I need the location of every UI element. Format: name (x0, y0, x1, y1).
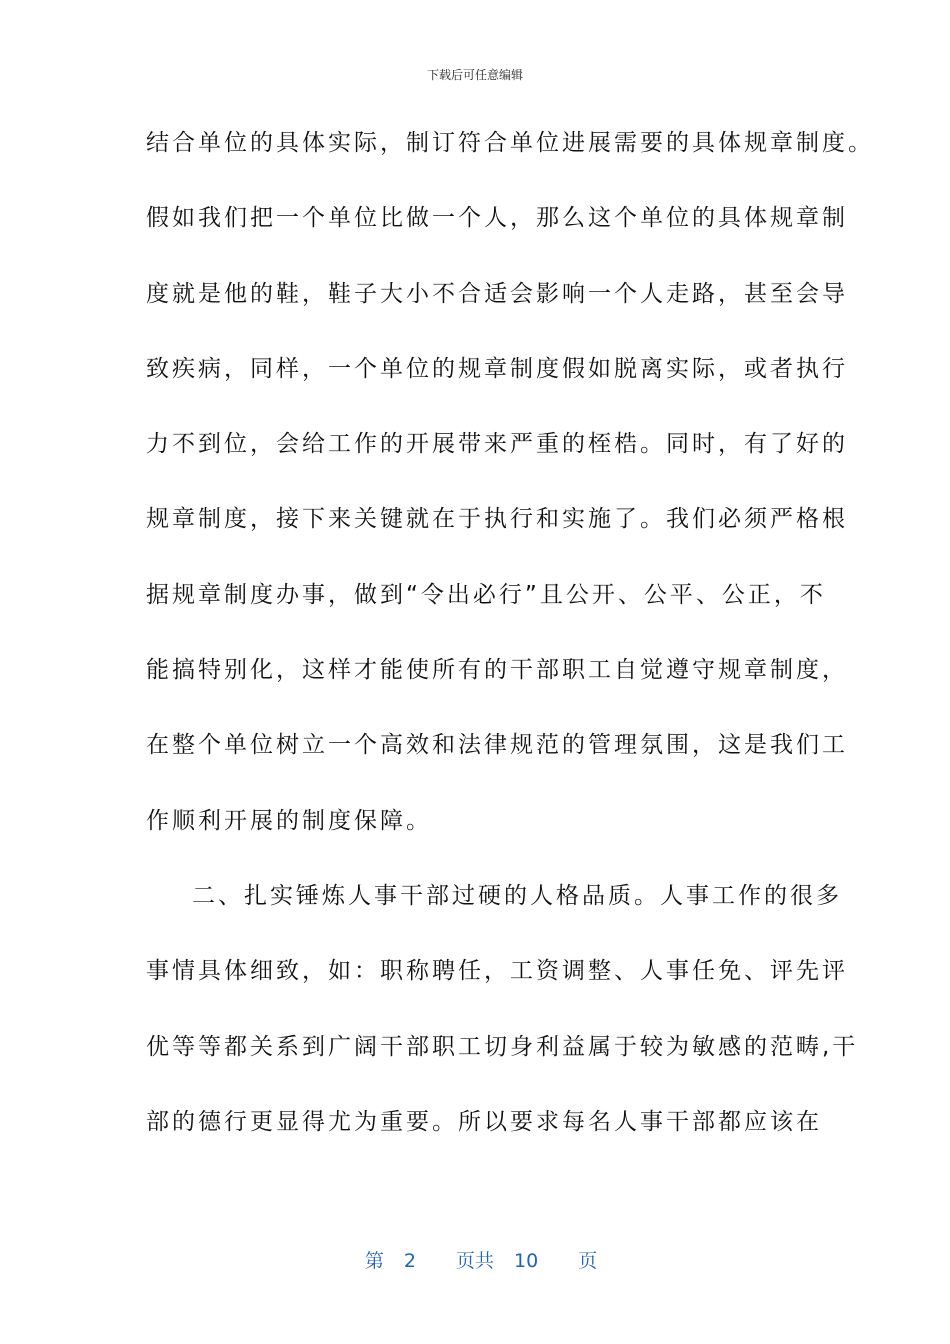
page-header: 下载后可任意编辑 (426, 68, 523, 82)
text-line: 在整个单位树立一个高效和法律规范的管理氛围，这是我们工 (146, 732, 848, 759)
text-line: 规章制度，接下来关键就在于执行和实施了。我们必须严格根 (146, 506, 848, 533)
page-footer (0, 1224, 950, 1273)
text-line: 力不到位，会给工作的开展带来严重的桎梏。同时，有了好的 (146, 431, 848, 458)
footer-prefix: 第 (364, 1250, 384, 1272)
text-line: 度就是他的鞋，鞋子大小不合适会影响一个人走路，甚至会导 (146, 280, 848, 307)
document-body (146, 121, 874, 1175)
total-page-count: 10 (514, 1250, 539, 1272)
text-line: 事情具体细致，如：职称聘任，工资调整、人事任免、评先评 (146, 958, 848, 985)
footer-suffix: 页 (578, 1250, 598, 1272)
text-line: 假如我们把一个单位比做一个人，那么这个单位的具体规章制 (146, 205, 848, 232)
footer-middle: 页共 (455, 1250, 494, 1272)
text-line: 部的德行更显得尤为重要。所以要求每名人事干部都应该在 (146, 1108, 822, 1135)
text-line: 能搞特别化，这样才能使所有的干部职工自觉遵守规章制度， (146, 657, 848, 684)
current-page-number: 2 (403, 1250, 416, 1272)
text-line: 作顺利开展的制度保障。 (146, 807, 432, 834)
text-line: 优等等都关系到广阔干部职工切身利益属于较为敏感的范畴,干 (146, 1033, 859, 1060)
text-line: 据规章制度办事，做到“令出必行”且公开、公平、公正，不 (146, 581, 826, 608)
text-line: 结合单位的具体实际，制订符合单位进展需要的具体规章制度。 (146, 130, 874, 156)
text-line: 二、扎实锤炼人事干部过硬的人格品质。人事工作的很多 (192, 882, 842, 909)
text-line: 致疾病，同样，一个单位的规章制度假如脱离实际，或者执行 (146, 355, 848, 382)
